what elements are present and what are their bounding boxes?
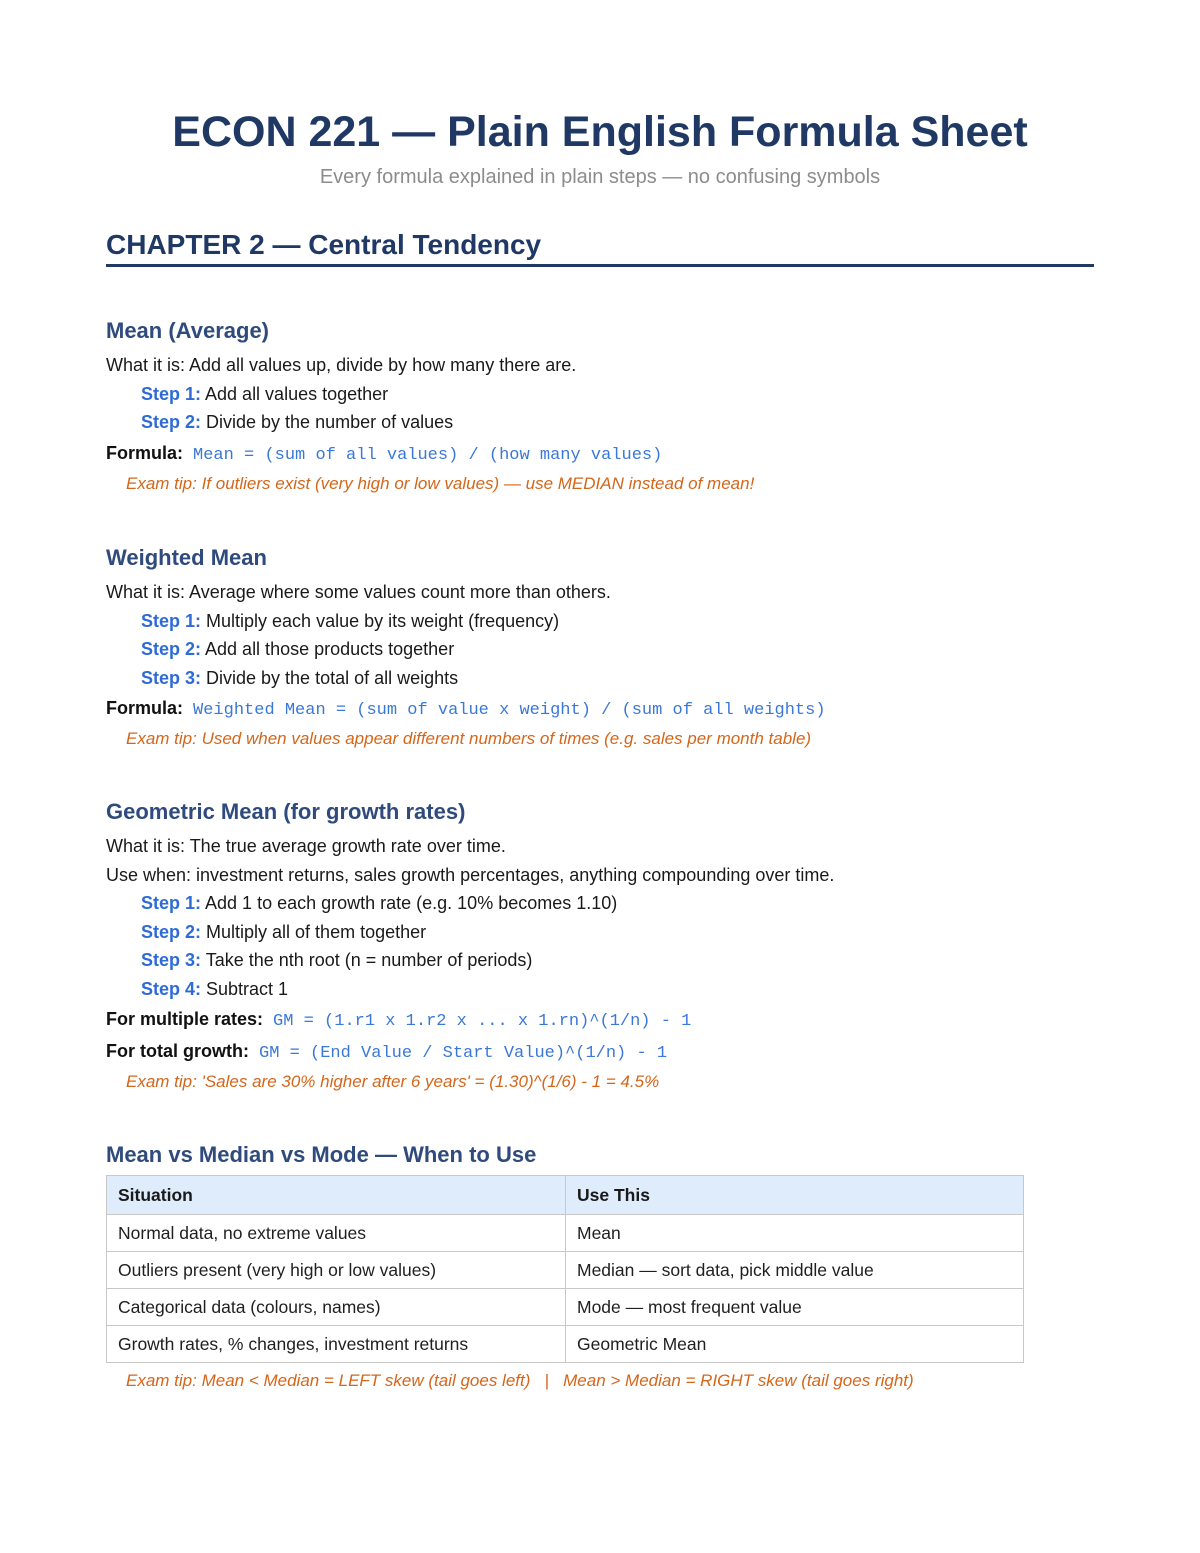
step-item [106,380,1106,409]
formula-label: For total growth: [106,1041,249,1061]
table-header-row [107,1176,1024,1215]
table-cell: Categorical data (colours, names) [107,1289,566,1326]
step-item [106,889,1106,918]
section-title: Mean (Average) [106,318,270,343]
formula-line [106,437,1106,469]
step-text: Divide by the total of all weights [201,667,459,688]
page-title: ECON 221 — Plain English Formula Sheet [172,108,1028,156]
chapter-heading: CHAPTER 2 — Central Tendency [106,228,1094,267]
definition-text: What it is: Add all values up, divide by how many there are. [106,355,577,375]
step-label: Step 1: [141,383,202,404]
step-label: Step 4: [141,978,202,999]
table-cell: Outliers present (very high or low values) [107,1252,566,1289]
step-text: Multiply all of them together [201,921,427,942]
formula-label: Formula: [106,698,184,718]
section-geometric-mean [106,798,1106,1097]
step-label: Step 2: [141,921,202,942]
exam-tip: Exam tip: 'Sales are 30% higher after 6 years' = (1.30)^(1/6) - 1 = 4.5% [126,1072,660,1091]
table-row [107,1215,1024,1252]
formula-code: GM = (1.r1 x 1.r2 x ... x 1.rn)^(1/n) - 1 [273,1012,692,1031]
section-mean [106,317,1106,499]
formula-line [106,1003,1106,1035]
table-row [107,1289,1024,1326]
step-label: Step 3: [141,667,202,688]
column-header: Situation [107,1176,566,1215]
step-label: Step 1: [141,610,202,631]
comparison-table [106,1175,1024,1363]
step-item [106,664,1106,693]
page-subtitle: Every formula explained in plain steps — no confusing symbols [319,166,881,188]
step-item [106,635,1106,664]
formula-label: Formula: [106,442,184,463]
table-cell: Growth rates, % changes, investment returns [107,1326,566,1363]
step-item [106,607,1106,636]
step-label: Step 2: [141,412,202,432]
step-text: Add all those products together [201,639,455,659]
usage-text: Use when: investment returns, sales growth percentages, anything compounding over time. [106,864,835,885]
formula-line [106,1035,1106,1067]
formula-code: Mean = (sum of all values) / (how many values) [193,445,663,465]
definition-text: What it is: The true average growth rate over time. [106,836,506,856]
step-item [106,946,1106,975]
step-item [106,975,1106,1004]
exam-tip: Exam tip: If outliers exist (very high or low values) — use MEDIAN instead of mean! [126,473,755,493]
section-title: Weighted Mean [106,545,267,570]
column-header: Use This [566,1176,1024,1215]
table-cell: Geometric Mean [566,1326,1024,1363]
formula-label: For multiple rates: [106,1009,264,1029]
formula-line [106,692,1106,724]
section-comparison [106,1141,1106,1175]
exam-tip: Exam tip: Mean < Median = LEFT skew (tail goes left) | Mean > Median = RIGHT skew (tail goes right) [126,1371,914,1390]
step-item [106,918,1106,947]
step-text: Divide by the number of values [201,412,454,432]
exam-tip: Exam tip: Used when values appear different numbers of times (e.g. sales per month table) [126,729,812,748]
step-text: Multiply each value by its weight (frequency) [201,610,560,631]
table-row [107,1252,1024,1289]
section-title: Geometric Mean (for growth rates) [106,799,466,824]
step-text: Add 1 to each growth rate (e.g. 10% becomes 1.10) [201,893,618,913]
step-text: Add all values together [201,383,389,404]
section-weighted-mean [106,544,1106,754]
step-item [106,408,1106,437]
step-label: Step 2: [141,639,202,659]
section-title: Mean vs Median vs Mode — When to Use [106,1142,537,1167]
step-text: Subtract 1 [201,978,289,999]
table-cell: Normal data, no extreme values [107,1215,566,1252]
step-label: Step 1: [141,893,202,913]
formula-code: GM = (End Value / Start Value)^(1/n) - 1 [259,1044,668,1063]
formula-code: Weighted Mean = (sum of value x weight) / (sum of all weights) [193,701,826,720]
definition-text: What it is: Average where some values count more than others. [106,582,611,602]
skew-tip-container [106,1366,1106,1396]
table-row [107,1326,1024,1363]
table-cell: Mode — most frequent value [566,1289,1024,1326]
step-label: Step 3: [141,950,202,970]
table-cell: Median — sort data, pick middle value [566,1252,1024,1289]
step-text: Take the nth root (n = number of periods) [201,950,533,970]
table-cell: Mean [566,1215,1024,1252]
